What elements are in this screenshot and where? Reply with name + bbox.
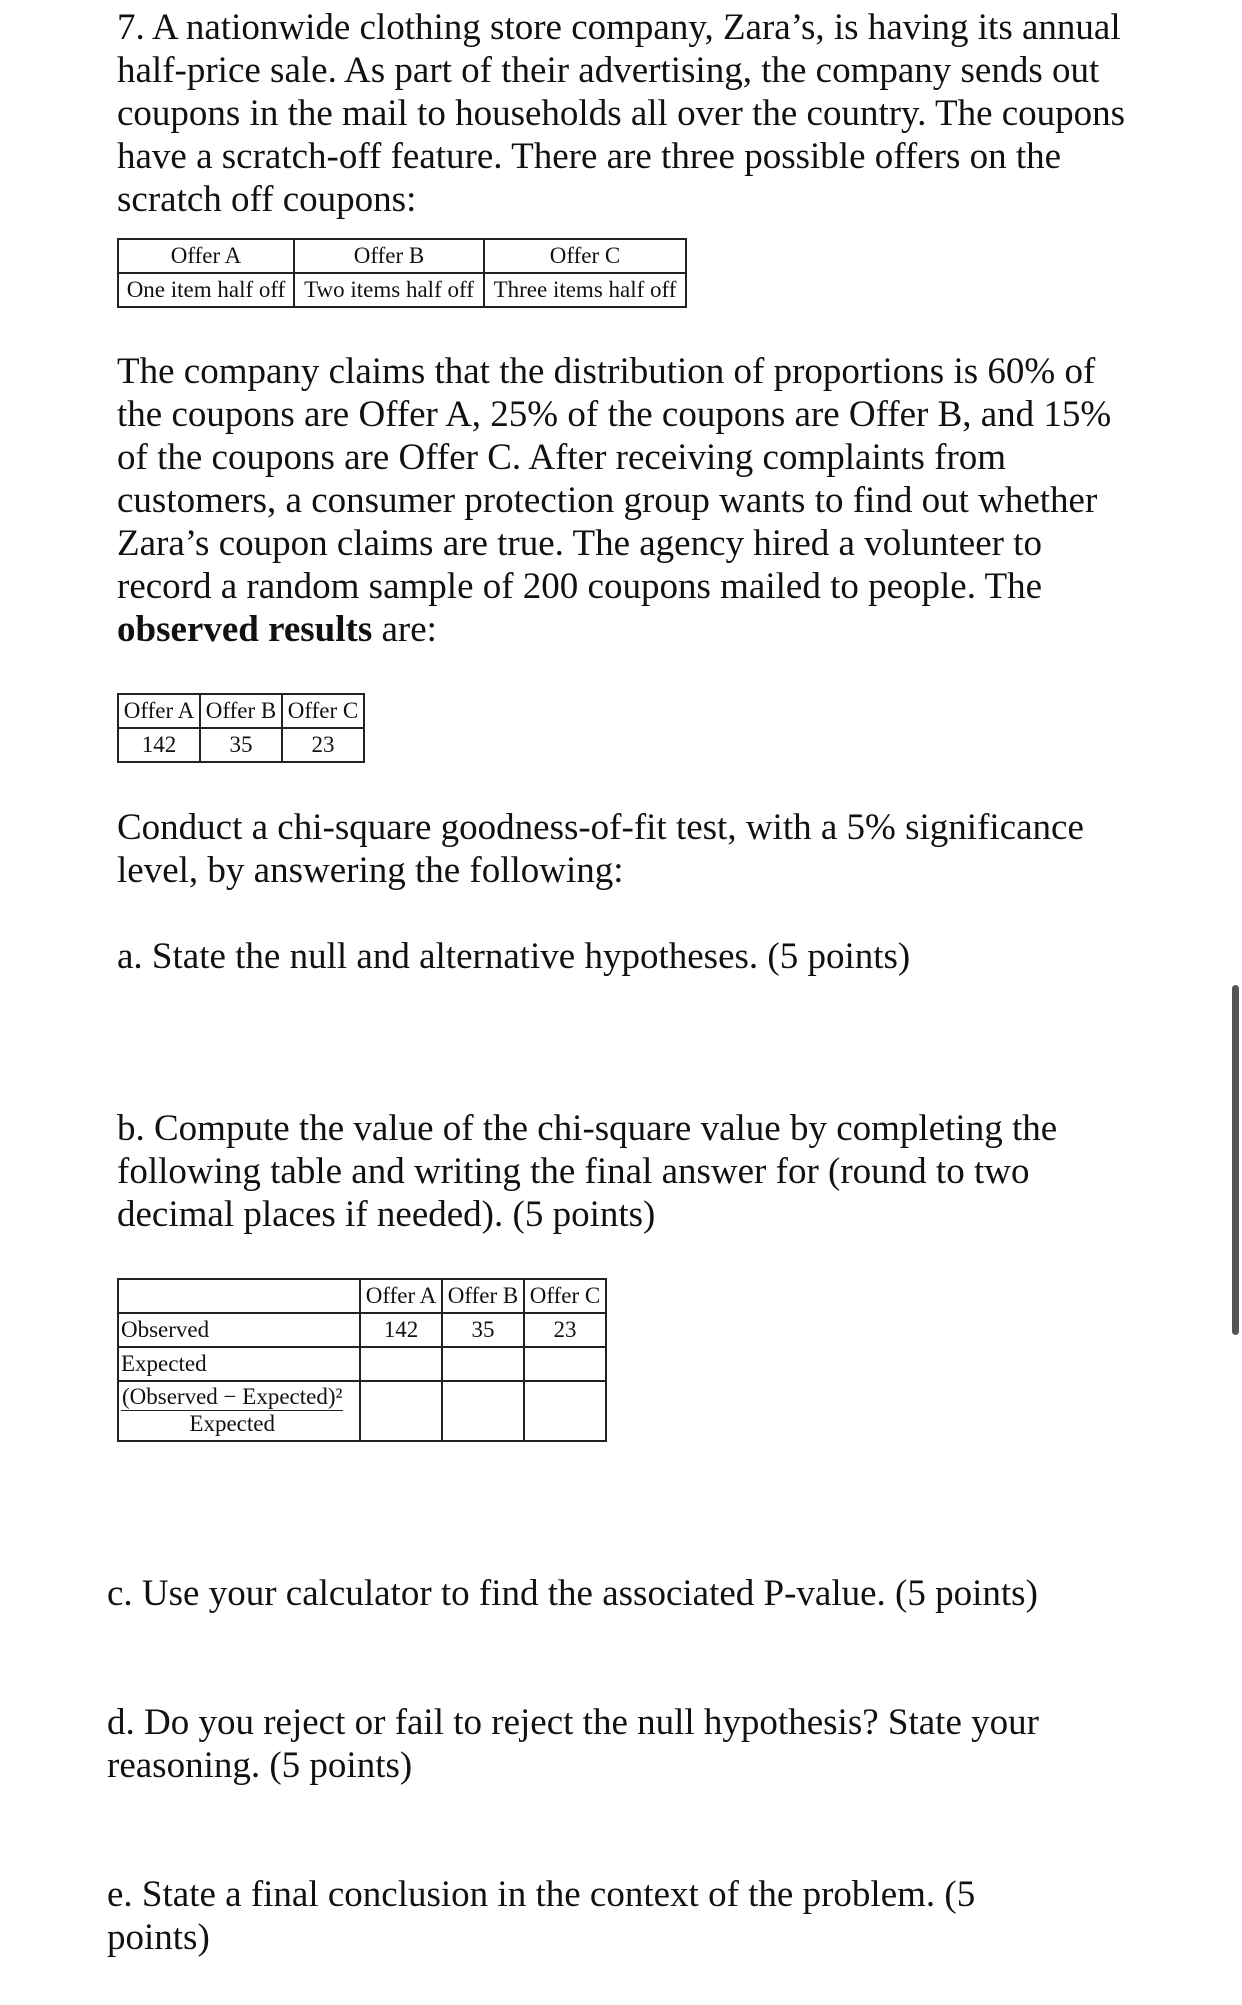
observed-header-b: Offer B: [200, 694, 282, 728]
chi-observed-c: 23: [524, 1313, 606, 1347]
part-b: b. Compute the value of the chi-square value by completing the following table and writing the final answer for (round to two decimal places if needed). (5 points): [117, 1108, 1058, 1235]
offers-value-a: One item half off: [118, 273, 294, 307]
part-c: c. Use your calculator to find the associated P-value. (5 points): [107, 1573, 1038, 1614]
claim-tail: are:: [372, 609, 437, 650]
claim-text: The company claims that the distribution of proportions is 60% of the coupons are Offer A, 25% of the coupons are Offer B, and 15% of the coupons are Offer C. After receiving complaints from customers, a consumer protection group wants to find out whether Zara’s coupon claims are true. The agency hired a volunteer to record a random sample of 200 coupons mailed to people. The: [117, 351, 1112, 607]
observed-value-a: 142: [118, 728, 200, 762]
chi-square-table: [117, 1278, 607, 1442]
offers-value-b: Two items half off: [294, 273, 484, 307]
formula-numerator: (Observed − Expected)²: [122, 1384, 343, 1409]
chi-row-observed-label: Observed: [118, 1313, 360, 1347]
offers-header-c: Offer C: [484, 239, 686, 273]
chi-square-formula: [121, 1384, 343, 1437]
chi-expected-a-blank: [360, 1347, 442, 1381]
chi-component-a-blank: [360, 1381, 442, 1441]
claim-paragraph: [117, 350, 1137, 651]
chi-header-b: Offer B: [442, 1279, 524, 1313]
chi-component-b-blank: [442, 1381, 524, 1441]
problem-intro: 7. A nationwide clothing store company, Zara’s, is having its annual half-price sale. As part of their advertising, the company sends out coupons in the mail to households all over the country. The coupons have a scratch-off feature. There are three possible offers on the scratch off coupons:: [117, 7, 1126, 220]
chi-header-c: Offer C: [524, 1279, 606, 1313]
observed-value-c: 23: [282, 728, 364, 762]
part-a: a. State the null and alternative hypotheses. (5 points): [117, 936, 911, 977]
observed-table: [117, 693, 365, 763]
chi-component-c-blank: [524, 1381, 606, 1441]
chi-row-expected-label: Expected: [118, 1347, 360, 1381]
part-d: d. Do you reject or fail to reject the null hypothesis? State your reasoning. (5 points): [107, 1702, 1039, 1786]
observed-value-b: 35: [200, 728, 282, 762]
observed-header-a: Offer A: [118, 694, 200, 728]
instructions: Conduct a chi-square goodness-of-fit test, with a 5% significance level, by answering the following:: [117, 807, 1084, 891]
observed-header-c: Offer C: [282, 694, 364, 728]
chi-expected-b-blank: [442, 1347, 524, 1381]
chi-header-a: Offer A: [360, 1279, 442, 1313]
formula-denominator: Expected: [189, 1411, 275, 1436]
chi-row-formula-label: [118, 1381, 360, 1441]
part-e: e. State a final conclusion in the context of the problem. (5 points): [107, 1874, 976, 1958]
chi-observed-b: 35: [442, 1313, 524, 1347]
chi-corner-cell: [118, 1279, 360, 1313]
offers-table: [117, 238, 687, 308]
offers-header-a: Offer A: [118, 239, 294, 273]
claim-bold: observed results: [117, 609, 373, 650]
vertical-scrollbar[interactable]: [1232, 985, 1239, 1335]
offers-header-b: Offer B: [294, 239, 484, 273]
offers-value-c: Three items half off: [484, 273, 686, 307]
chi-expected-c-blank: [524, 1347, 606, 1381]
chi-observed-a: 142: [360, 1313, 442, 1347]
